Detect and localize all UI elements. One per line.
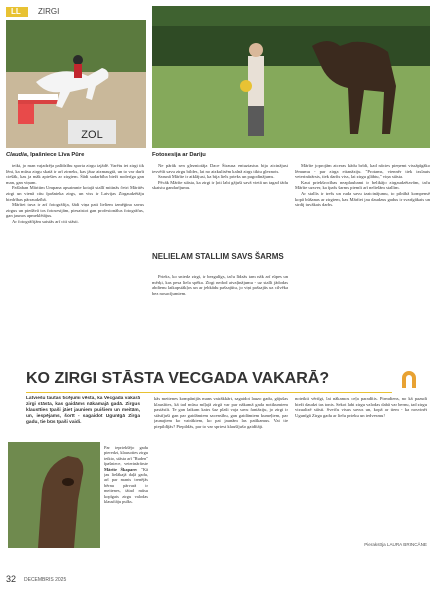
photo-horse-head bbox=[8, 442, 100, 548]
article-column-2-bottom bbox=[152, 274, 288, 362]
quote-block bbox=[104, 445, 148, 535]
col3-paragraph: Ar stallis ir trešs un ruda savu izaicinājumu, to pilnībā kompensē kopā būšanas ar zirgiem, kas Mārītei jau daudzus gadus ir svarīgākais un sirdij tuvākais darbs. bbox=[295, 190, 430, 208]
bottom-column-3: noteikti vērtīgi, lai nākamos ceļa paradītis. Pirmdiens, no kā pazudi bieži daudzi tas tonis. Sekot labi zirgu valodas dabā var bernu, tad zirgu vizualizē stāsti. Sveiču visus savus un, kopā ar tiem - ka nosvinēt Ugunīgā Zirga gadu ar lielu prieku un iedvesmu! bbox=[295, 396, 427, 418]
col1-paragraph: teikt, jo man vajadzēja palīdzību sporta zirgu izjādē. Varētu iet zirgi tik lēni, ka mūsu zirgu skatā ir arī zirneks, kas jāuz aizmaugtā, un to var darīt ciešāk, kas ja māk apiešies ar zirgiem. Šādi sadarbība bieži noderīga gan man, gan viņam. bbox=[6, 163, 144, 185]
page-number: 32 bbox=[6, 574, 17, 584]
quote-name: Mārīte Škapare: bbox=[104, 466, 138, 472]
bottom-column-2: kās meitenes kompānijās mans vairākkārt, sagaidot lauzo gadu, gājušas klausīties, kā tad mūsu mīļajā zirgā var par nākamā gada notikumiem pastāstīt. Te gan laikam katrs šaz plaši vaja savu fantāziju, jo zirgi ir stāstījuši gan par gaidāmiem sacensību, gan gaidāmiem kumeļiem, par jaunajiem ko vairākiem, ko pat jaunām las patīkamus. Vai tie piepildījās? Piepildās, par to var spriest klaušījušo gaidītāji. bbox=[154, 396, 288, 429]
col2-paragraph: Ne pārāk sen glezniotāja Dace Štrausa entuziastus bija aicinājusi iesvētīt savu zirgu bildes, lai no aizkulisēm kalnā zirgs tiktu gleznots. bbox=[152, 163, 288, 174]
svg-text:ZOL: ZOL bbox=[81, 129, 103, 141]
author-credit: Pierakstīja LAURA BRINCĀNE bbox=[364, 542, 427, 547]
col2b-paragraph: Prieks, ko sniedz zirgi, ir bezgalīgs, taču līdzās tam nāk arī rūpes un mērķi, kas pesa liela spēka. Zirgi nedod atvaļinājumu - uz stalli jādodas abdienu laikapstākļos un ar jebkādu pašsajūtu, jo viņi pašsajūs uz cilvēka bez nosacījumiem. bbox=[152, 274, 288, 296]
section-tag-letter: LL bbox=[11, 7, 21, 16]
quote-intro: Par iepriekšējo gadu pieredzi, klausoties zirgu teikto, stāsta arī "Ruden" īpašniece, veterinārārste bbox=[104, 445, 148, 467]
col1-paragraph: Pašlaban Māritim Umpana apsaimnie kotajā stallī mitinās četri Māritēs zirgi un vienā citu īpašnieka zirgs, un viss ir Latvijas Zirgaudzētāju biedrības pārraudzībā. bbox=[6, 185, 144, 202]
col3-paragraph: Mārīte joprojām atceras kādu brīdi, kad nācies pieņemt vissāpīgāko lēmumu - par zirga eitanāziju. "Protams, viennēr tiek izslauts veterinārārsts, tiek darīts viss, lai zirgu glābtu," viņa stāsta. bbox=[295, 163, 430, 180]
section-tag: ZIRGI bbox=[38, 7, 60, 16]
issue-date: DECEMBRIS 2025 bbox=[24, 577, 67, 583]
title-divider bbox=[26, 392, 392, 393]
article-column-1 bbox=[6, 163, 144, 383]
col1-paragraph: Ar fotogrāfijām saistās arī citi stāsti. bbox=[12, 218, 79, 224]
main-title: KO ZIRGI STĀSTA VECGADA VAKARĀ? bbox=[26, 370, 330, 387]
photo1-caption-name: Claudia bbox=[6, 152, 27, 158]
col1-paragraph: Mārītei tuva ir arī fotogrāfija, šādi viņa pati lieliem izmēģina savus zirgus un piedāvā tos fotosesijām, piesaistot gan profesionālus fotogrāfus, gan jaunos apmeklētājus. bbox=[6, 202, 144, 219]
photo1-caption bbox=[6, 152, 84, 158]
article-column-3 bbox=[295, 163, 430, 363]
photo-horse-jumping bbox=[6, 20, 146, 148]
subheading: NELIELAM STALLIM SAVS ŠARMS bbox=[152, 252, 284, 261]
article-column-2-top bbox=[152, 163, 288, 251]
photo2-caption: Fotosesija ar Dariju bbox=[152, 152, 206, 158]
horseshoe-icon bbox=[398, 368, 420, 390]
photo1-caption-rest: , īpašniece Līva Pūre bbox=[26, 152, 85, 158]
photo-woman-and-horse bbox=[152, 6, 430, 148]
col2-paragraph: Pēcāk Mārīte stāsta, ka zirgi ir ļoti labi gājuši savā vietā un tagad tādu skaistu gandarījumu. bbox=[152, 179, 288, 191]
quote-text: "Kā jau lielākajā daļā gadu, arī par manis trenējās bērnu pārvarā ir meitenes, tātad mūsu kopīgais zirgu valodas klausītāju pulks. bbox=[104, 466, 148, 505]
col3-paragraph: Kaut priekšrocības neaplaubami ir belikājo zirgaudzētavām, taču Mārīte uzsver, ka īpašs šarms piemīt arī nelielām stallim. bbox=[295, 179, 430, 191]
col2-paragraph: Sarunā Mārīte ir atklājusi, ka bija liels prieks un pagodinājums. bbox=[158, 174, 275, 180]
lead-text: Latviešu tautas ticējumi vēsta, ka Vecgada vakarā zirgi stāsta, kas gaidāms nākamajā gadā. Zirgus klausīties īpaši jāiet jauniem puišiem un meitām, un, iespējams, šorīt - sagaidot Ugunīgā Zirga gadu, tie būs īpaši vaidi. bbox=[26, 396, 140, 425]
